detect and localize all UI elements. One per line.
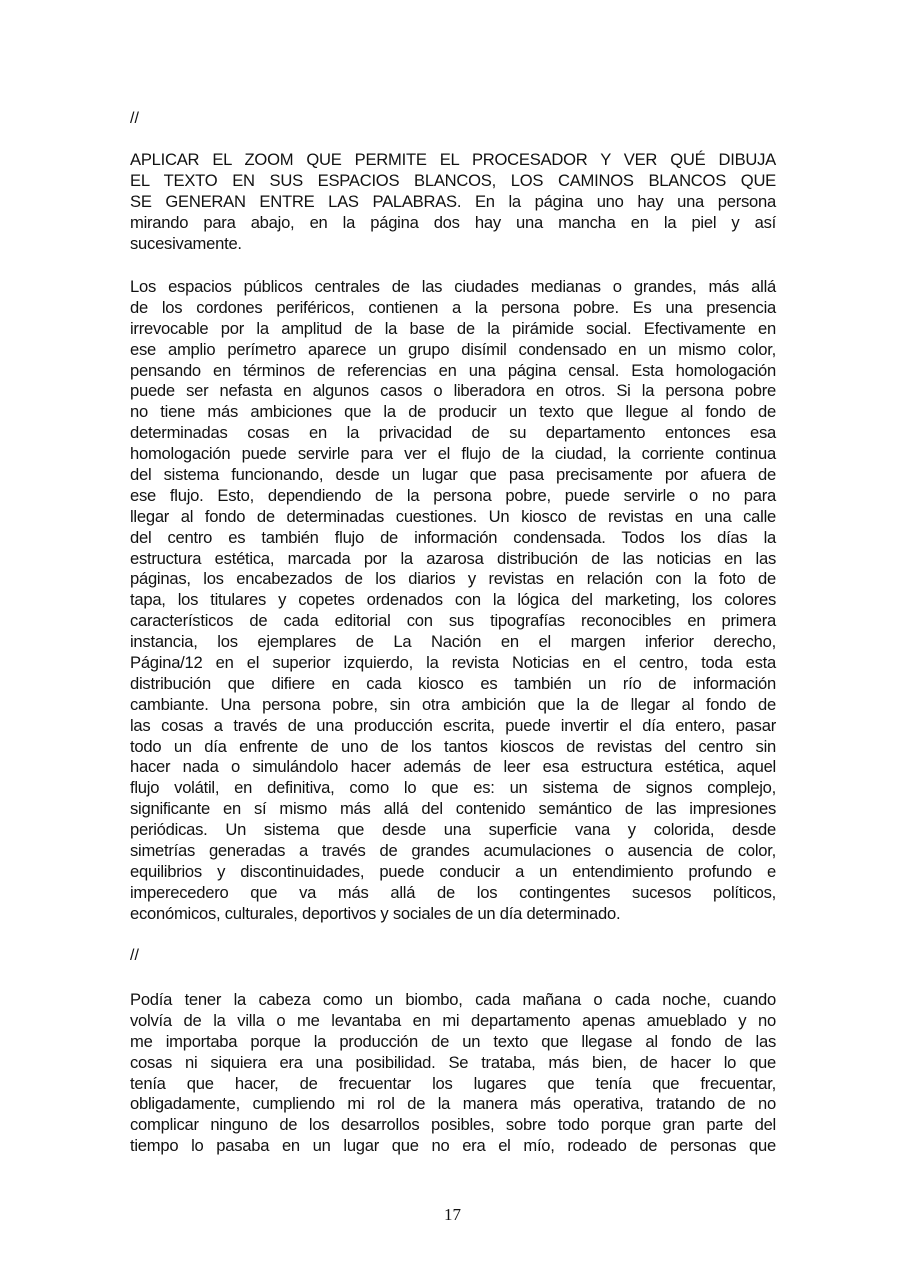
page-number: 17 bbox=[444, 1205, 461, 1224]
text-line: ese amplio perímetro aparece un grupo disímil condensado en un mismo color, bbox=[130, 339, 776, 359]
text-line: significante en sí mismo más allá del contenido semántico de las impresiones bbox=[130, 799, 776, 819]
text-line: puede ser nefasta en algunos casos o liberadora en otros. Si la persona pobre bbox=[130, 381, 776, 401]
text-line: tiempo lo pasaba en un lugar que no era el mío, rodeado de personas que bbox=[130, 1136, 776, 1156]
text-line: del sistema funcionando, desde un lugar que pasa precisamente por afuera de bbox=[130, 465, 776, 485]
text-line: obligadamente, cumpliendo mi rol de la manera más operativa, tratando de no bbox=[130, 1094, 776, 1114]
section-separator: // bbox=[130, 110, 139, 127]
text-line: EL TEXTO EN SUS ESPACIOS BLANCOS, LOS CAMINOS BLANCOS QUE bbox=[130, 170, 776, 190]
text-line: ese flujo. Esto, dependiendo de la persona pobre, puede servirle o no para bbox=[130, 485, 776, 505]
text-line: económicos, culturales, deportivos y sociales de un día determinado. bbox=[130, 903, 621, 923]
text-line: complicar ninguno de los desarrollos posibles, sobre todo porque gran parte del bbox=[130, 1115, 776, 1135]
text-line: simetrías generadas a través de grandes acumulaciones o ausencia de color, bbox=[130, 841, 776, 861]
text-line: Los espacios públicos centrales de las ciudades medianas o grandes, más allá bbox=[130, 277, 776, 296]
text-line: no tiene más ambiciones que la de producir un texto que llegue al fondo de bbox=[130, 402, 776, 422]
text-line: llegar al fondo de determinadas cuestiones. Un kiosco de revistas en una calle bbox=[130, 506, 776, 526]
text-line: hacer nada o simulándolo hacer además de leer esa estructura estética, aquel bbox=[130, 757, 776, 777]
text-line: equilibrios y discontinuidades, puede conducir a un entendimiento profundo e bbox=[130, 861, 776, 881]
text-line: instancia, los ejemplares de La Nación en el margen inferior derecho, bbox=[130, 632, 776, 652]
text-line: estructura estética, marcada por la azarosa distribución de las noticias en las bbox=[130, 548, 776, 568]
text-line: APLICAR EL ZOOM QUE PERMITE EL PROCESADOR Y VER QUÉ DIBUJA bbox=[130, 150, 776, 169]
text-line: mirando para abajo, en la página dos hay una mancha en la piel y así bbox=[130, 212, 776, 232]
text-line: cosas ni siquiera era una posibilidad. Se trataba, más bien, de hacer lo que bbox=[130, 1052, 776, 1072]
paragraph bbox=[130, 150, 776, 254]
text-line: pensando en términos de referencias en una página censal. Esta homologación bbox=[130, 360, 776, 380]
text-line: Podía tener la cabeza como un biombo, cada mañana o cada noche, cuando bbox=[130, 990, 776, 1009]
text-line: flujo volátil, en definitiva, como lo que es: un sistema de signos complejo, bbox=[130, 778, 776, 798]
text-line: periódicas. Un sistema que desde una superficie vana y colorida, desde bbox=[130, 820, 776, 840]
text-line: sucesivamente. bbox=[130, 233, 242, 253]
text-line: tapa, los titulares y copetes ordenados con la lógica del marketing, los colores bbox=[130, 590, 776, 610]
text-line: homologación puede servirle para ver el flujo de la ciudad, la corriente continua bbox=[130, 444, 776, 464]
text-line: del centro es también flujo de información condensada. Todos los días la bbox=[130, 527, 776, 547]
text-line: volvía de la villa o me levantaba en mi departamento apenas amueblado y no bbox=[130, 1010, 776, 1030]
text-line: Página/12 en el superior izquierdo, la revista Noticias en el centro, toda esta bbox=[130, 653, 776, 673]
text-line: las cosas a través de una producción escrita, puede invertir el día entero, pasar bbox=[130, 715, 776, 735]
text-line: característicos de cada editorial con sus tipografías reconocibles en primera bbox=[130, 611, 776, 631]
text-line: irrevocable por la amplitud de la base de la pirámide social. Efectivamente en bbox=[130, 318, 776, 338]
text-line: SE GENERAN ENTRE LAS PALABRAS. En la página uno hay una persona bbox=[130, 191, 776, 211]
text-line: de los cordones periféricos, contienen a la persona pobre. Es una presencia bbox=[130, 297, 776, 317]
text-line: distribución que difiere en cada kiosco es también un río de información bbox=[130, 673, 776, 693]
text-line: determinadas cosas en la privacidad de su departamento entonces esa bbox=[130, 423, 776, 443]
text-line: todo un día enfrente de uno de los tantos kioscos de revistas del centro sin bbox=[130, 736, 776, 756]
text-line: me importaba porque la producción de un texto que llegase al fondo de las bbox=[130, 1031, 776, 1051]
text-line: páginas, los encabezados de los diarios y revistas en relación con la foto de bbox=[130, 569, 776, 589]
paragraph bbox=[130, 277, 776, 925]
text-line: tenía que hacer, de frecuentar los lugares que tenía que frecuentar, bbox=[130, 1073, 776, 1093]
text-line: imperecedero que va más allá de los contingentes sucesos políticos, bbox=[130, 882, 776, 902]
section-separator: // bbox=[130, 947, 139, 964]
text-line: cambiante. Una persona pobre, sin otra ambición que la de llegar al fondo de bbox=[130, 694, 776, 714]
paragraph bbox=[130, 990, 776, 1157]
